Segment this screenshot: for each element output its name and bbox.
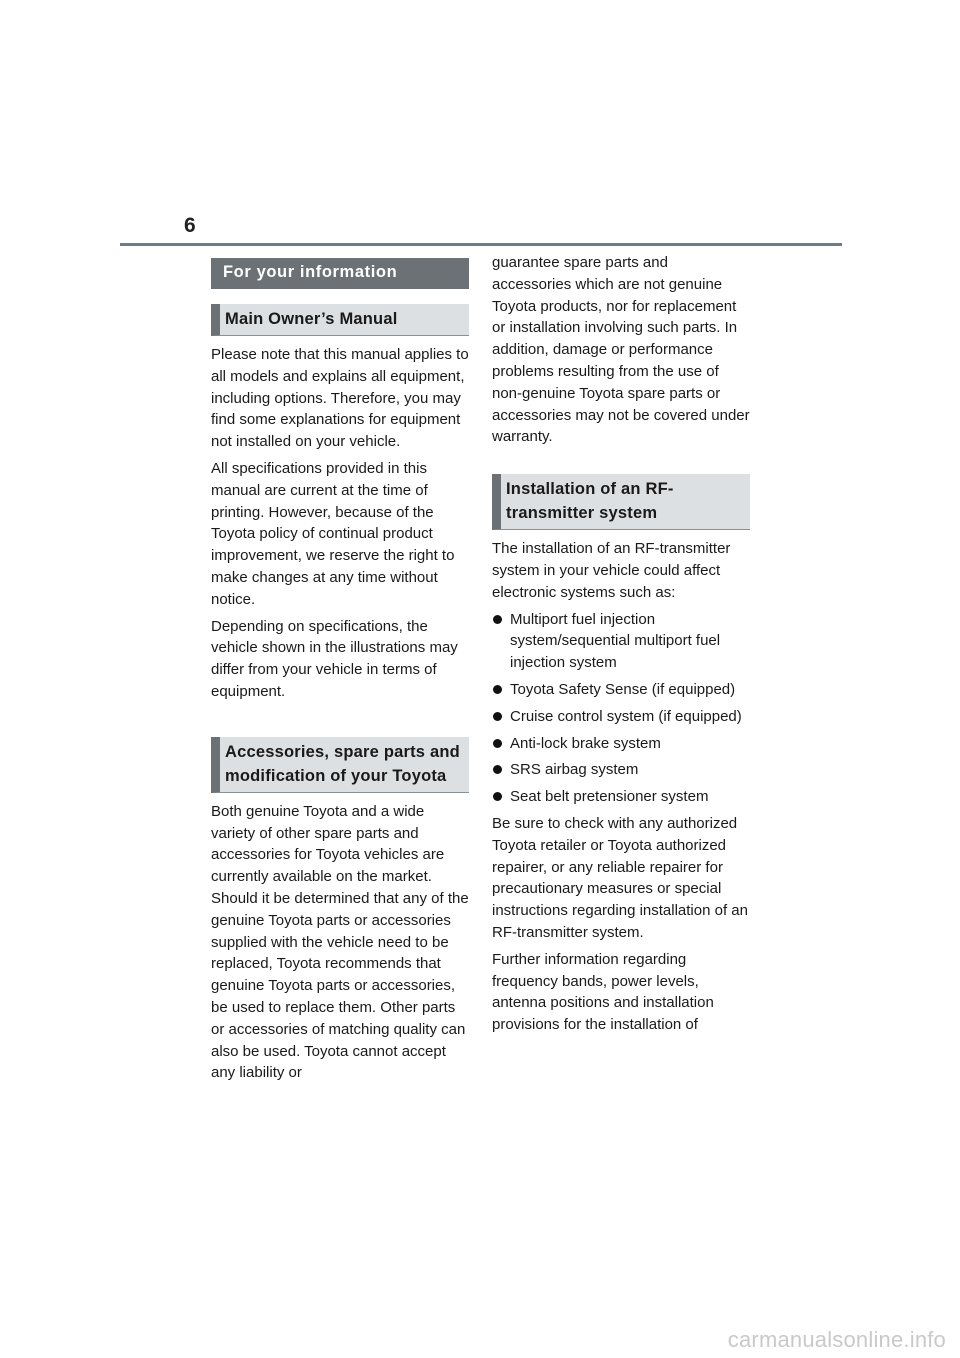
paragraph-specifications-current: All specifications provided in this manual are current at the time of printing. However, because of the Toyota policy of continual product improvement, we reserve the right to make changes at any time without notice. [211, 459, 455, 608]
subheading-accessories: Accessories, spare parts and modification of your Toyota [211, 737, 469, 793]
paragraph-manual-applies: Please note that this manual applies to all models and explains all equipment, including options. Therefore, you may find some explanations for equipment not installed on your vehicle. [211, 346, 469, 451]
watermark-text: carmanualsonline.info [727, 1327, 946, 1352]
list-item: Multiport fuel injection system/sequential multiport fuel injection system [492, 609, 750, 674]
section-heading-for-your-information: For your information [211, 258, 469, 289]
paragraph-check-retailer: Be sure to check with any authorized Toyota retailer or Toyota authorized repairer, or any reliable repairer for precautionary measures or special instructions regarding installation of an RF-transmitter system. [492, 814, 748, 941]
paragraph-vehicle-illustrations: Depending on specifications, the vehicle shown in the illustrations may differ from your vehicle in terms of equipment. [211, 617, 458, 700]
bullet-icon [493, 765, 502, 774]
affected-systems-list [492, 609, 750, 808]
bullet-icon [493, 685, 502, 694]
paragraph-genuine-parts: Both genuine Toyota and a wide variety of other spare parts and accessories for Toyota vehicles are currently available on the market. Should it be determined that any of the genuine Toyota parts or accessories supplied with the vehicle need to be replaced, Toyota recommends that genuine Toyota parts or accessories, be used to replace them. Other parts or accessories of matching quality can also be used. Toyota cannot accept any liability or [211, 802, 469, 1082]
list-item: Seat belt pretensioner system [492, 786, 750, 808]
right-column [492, 252, 750, 1036]
paragraph-warranty-continued: guarantee spare parts and accessories which are not genuine Toyota products, nor for replacement or installation involving such parts. In addition, damage or performance problems resulting from the use of non-genuine Toyota spare parts or accessories may not be covered under warranty. [492, 254, 750, 446]
header-divider [120, 243, 842, 246]
list-item: Anti-lock brake system [492, 733, 750, 755]
list-item: Cruise control system (if equipped) [492, 706, 750, 728]
list-item: SRS airbag system [492, 759, 750, 781]
bullet-icon [493, 792, 502, 801]
left-column [211, 258, 469, 1084]
subheading-rf-transmitter: Installation of an RF-transmitter system [492, 474, 750, 530]
page-number: 6 [184, 214, 196, 237]
bullet-icon [493, 739, 502, 748]
paragraph-rf-intro: The installation of an RF-transmitter system in your vehicle could affect electronic systems such as: [492, 540, 731, 601]
list-item: Toyota Safety Sense (if equipped) [492, 679, 750, 701]
subheading-main-owners-manual: Main Owner’s Manual [211, 304, 469, 336]
paragraph-further-information: Further information regarding frequency bands, power levels, antenna positions and installation provisions for the installation of [492, 950, 714, 1034]
bullet-icon [493, 712, 502, 721]
bullet-icon [493, 615, 502, 624]
